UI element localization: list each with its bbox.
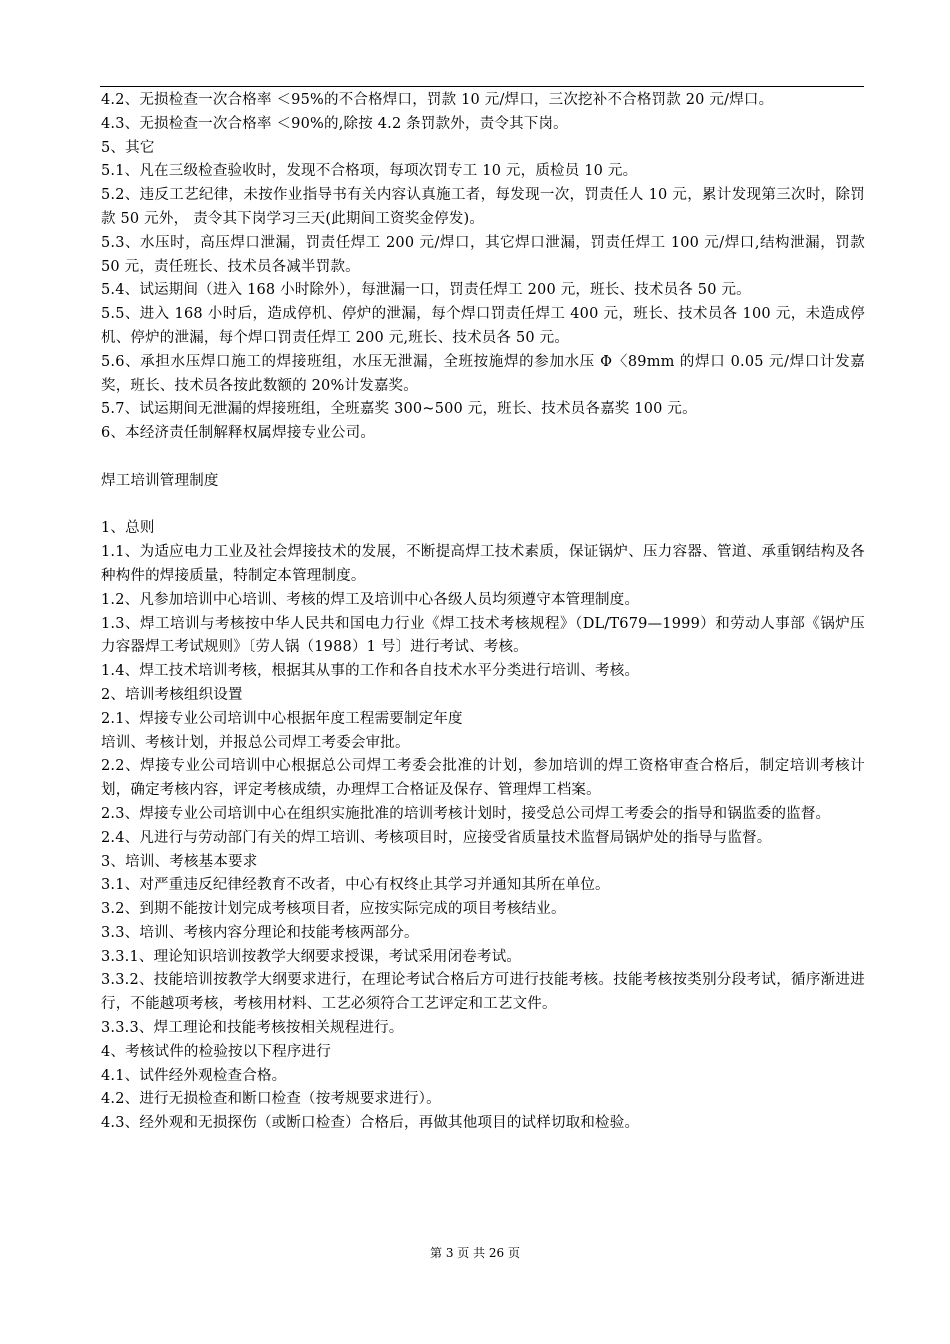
header-rule: [100, 86, 864, 87]
heading-5: 5、其它: [101, 139, 155, 156]
paragraph: 4.3、无损检查一次合格率 ＜90%的,除按 4.2 条罚款外，责令其下岗。: [101, 115, 568, 132]
paragraph: 5.5、进入 168 小时后，造成停机、停炉的泄漏，每个焊口罚责任焊工 400 元，班长、技术员各 100 元，未造成停机、停炉的泄漏，每个焊口罚责任焊工 200 元,班长、技术员各 50 元。: [101, 306, 865, 346]
blank-line: [101, 494, 865, 518]
paragraph: 2.1、焊接专业公司培训中心根据年度工程需要制定年度: [101, 710, 463, 727]
paragraph: 5.2、违反工艺纪律，未按作业指导书有关内容认真施工者，每发现一次，罚责任人 10 元，累计发现第三次时，除罚款 50 元外， 责令其下岗学习三天(此期间工资奖金停发)。: [101, 187, 865, 227]
section-title: 焊工培训管理制度: [101, 472, 219, 489]
paragraph: 5.3、水压时，高压焊口泄漏，罚责任焊工 200 元/焊口，其它焊口泄漏，罚责任焊工 100 元/焊口,结构泄漏，罚款 50 元，责任班长、技术员各减半罚款。: [101, 234, 865, 275]
paragraph: 5.7、试运期间无泄漏的焊接班组，全班嘉奖 300~500 元，班长、技术员各嘉奖 100 元。: [101, 401, 697, 418]
paragraph: 4.2、无损检查一次合格率 ＜95%的不合格焊口，罚款 10 元/焊口，三次挖补不合格罚款 20 元/焊口。: [101, 92, 774, 108]
heading-2: 2、培训考核组织设置: [101, 686, 243, 703]
paragraph: 1.3、焊工培训与考核按中华人民共和国电力行业《焊工技术考核规程》（DL/T679—1999）和劳动人事部《锅炉压力容器焊工考试规则》〔劳人锅（1988）1 号〕进行考试、考核。: [101, 615, 865, 656]
paragraph: 1.1、为适应电力工业及社会焊接技术的发展，不断提高焊工技术素质，保证锅炉、压力容器、管道、承重钢结构及各种构件的焊接质量，特制定本管理制度。: [101, 544, 865, 584]
paragraph: 3.1、对严重违反纪律经教育不改者，中心有权终止其学习并通知其所在单位。: [101, 877, 610, 894]
paragraph: 2.2、焊接专业公司培训中心根据总公司焊工考委会批准的计划，参加培训的焊工资格审查合格后，制定培训考核计划，确定考核内容，评定考核成绩，办理焊工合格证及保存、管理焊工档案。: [101, 758, 865, 799]
heading-4: 4、考核试件的检验按以下程序进行: [101, 1043, 331, 1060]
paragraph: 1.2、凡参加培训中心培训、考核的焊工及培训中心各级人员均须遵守本管理制度。: [101, 591, 640, 608]
paragraph: 4.3、经外观和无损探伤（或断口检查）合格后，再做其他项目的试样切取和检验。: [101, 1115, 640, 1132]
paragraph: 2.4、凡进行与劳动部门有关的焊工培训、考核项目时，应接受省质量技术监督局锅炉处的指导与监督。: [101, 829, 772, 846]
paragraph: 培训、考核计划，并报总公司焊工考委会审批。: [101, 734, 410, 751]
heading-1: 1、总则: [101, 520, 155, 537]
heading-3: 3、培训、考核基本要求: [101, 853, 258, 870]
paragraph: 3.2、到期不能按计划完成考核项目者，应按实际完成的项目考核结业。: [101, 901, 566, 918]
blank-line: [101, 446, 865, 470]
paragraph: 1.4、焊工技术培训考核，根据其从事的工作和各自技术水平分类进行培训、考核。: [101, 663, 640, 680]
paragraph: 4.2、进行无损检查和断口检查（按考规要求进行）。: [101, 1091, 441, 1108]
paragraph: 5.1、凡在三级检查验收时，发现不合格项，每项次罚专工 10 元，质检员 10 元。: [101, 163, 638, 180]
paragraph: 5.4、试运期间（进入 168 小时除外），每泄漏一口，罚责任焊工 200 元，班长、技术员各 50 元。: [101, 282, 751, 299]
paragraph: 3.3.1、理论知识培训按教学大纲要求授课，考试采用闭卷考试。: [101, 948, 522, 965]
paragraph: 3.3、培训、考核内容分理论和技能考核两部分。: [101, 924, 419, 941]
paragraph: 4.1、试件经外观检查合格。: [101, 1067, 287, 1084]
document-body: [101, 89, 865, 1136]
paragraph: 3.3.2、技能培训按教学大纲要求进行，在理论考试合格后方可进行技能考核。技能考核按类别分段考试，循序渐进进行，不能越项考核，考核用材料、工艺必须符合工艺评定和工艺文件。: [101, 972, 865, 1013]
page-number-footer: 第 3 页 共 26 页: [430, 1246, 520, 1260]
paragraph: 2.3、焊接专业公司培训中心在组织实施批准的培训考核计划时，接受总公司焊工考委会的指导和锅监委的监督。: [101, 805, 831, 822]
paragraph: 5.6、承担水压焊口施工的焊接班组，水压无泄漏，全班按施焊的参加水压 Φ〈89mm 的焊口 0.05 元/焊口计发嘉奖，班长、技术员各按此数额的 20%计发嘉奖。: [101, 353, 865, 394]
paragraph: 6、本经济责任制解释权属焊接专业公司。: [101, 425, 376, 442]
paragraph: 3.3.3、焊工理论和技能考核按相关规程进行。: [101, 1020, 404, 1037]
